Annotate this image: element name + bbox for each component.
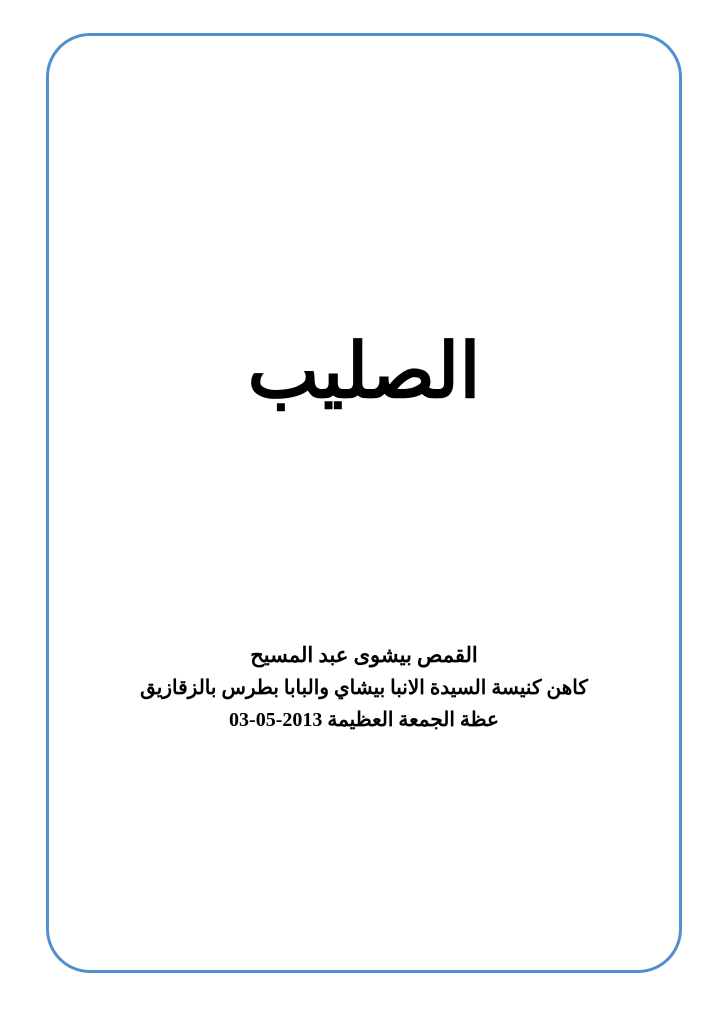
byline-block <box>46 638 682 737</box>
document-title: الصليب <box>247 330 481 414</box>
page-content <box>46 33 682 973</box>
byline-occasion: عظة الجمعة العظيمة 2013-05-03 <box>229 709 499 732</box>
byline-role: كاهن كنيسة السيدة الانبا بيشاي والبابا بطرس بالزقازيق <box>140 677 588 700</box>
byline-author: القمص بيشوى عبد المسيح <box>250 643 478 667</box>
